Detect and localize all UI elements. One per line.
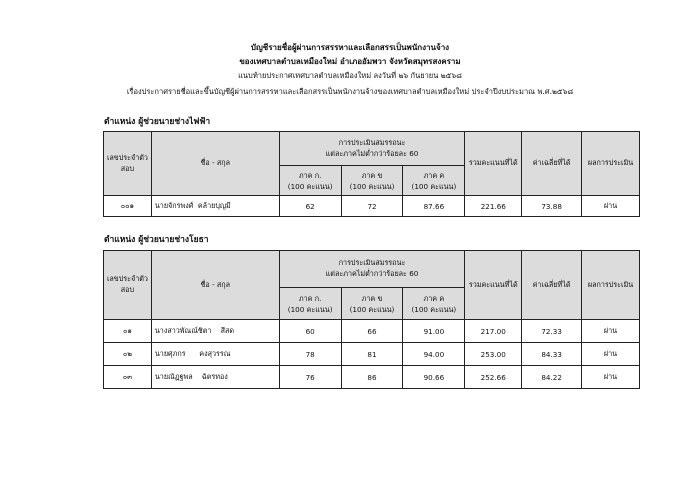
header-part-c: ภาค ค (100 คะแนน) [403,166,465,196]
cell-result: ผ่าน [582,320,640,343]
doc-subject-line: เรื่องประกาศรายชื่อและขึ้นบัญชีผู้ผ่านการสรรหาและเลือกสรรเป็นพนักงานจ้างของเทศบาลตำบลเหมืองใหม่ ประจำปีงบประมาณ พ.ศ.๒๕๖๘ [126,87,574,96]
cell-average: 72.33 [522,320,582,343]
cell-total: 253.00 [465,343,522,366]
cell-name: นางสาวพัณณ์ชิตา สีสด [151,320,279,343]
cell-seat: ๐๑ [104,320,152,343]
cell-name: นายศุภกร คงสุวรรณ [151,343,279,366]
header-result: ผลการประเมิน [582,132,640,196]
doc-attachment-line: แนบท้ายประกาศเทศบาลตำบลเหมืองใหม่ ลงวันที่ ๒๖ กันยายน ๒๕๖๘ [238,71,462,80]
table-row [104,320,640,343]
results-table-civil [103,250,640,389]
cell-part-a: 60 [279,320,341,343]
header-average: ค่าเฉลี่ยที่ได้ [522,132,582,196]
cell-result: ผ่าน [582,196,640,217]
header-seat-number: เลขประจำตัว สอบ [104,251,152,320]
cell-average: 73.88 [522,196,582,217]
cell-part-b: 72 [341,196,403,217]
cell-name: นายจักรพงศ์ คล้ายบุญมี [151,196,279,217]
doc-organization: ของเทศบาลตำบลเหมืองใหม่ อำเภออัมพวา จังหวัดสมุทรสงคราม [239,57,461,66]
header-part-b: ภาค ข (100 คะแนน) [341,288,403,320]
header-part-c: ภาค ค (100 คะแนน) [403,288,465,320]
cell-part-b: 81 [341,343,403,366]
cell-total: 217.00 [465,320,522,343]
cell-seat: ๐๓ [104,366,152,389]
header-total: รวมคะแนนที่ได้ [465,132,522,196]
table-row [104,196,640,217]
header-total: รวมคะแนนที่ได้ [465,251,522,320]
cell-result: ผ่าน [582,366,640,389]
cell-part-c: 90.66 [403,366,465,389]
cell-seat: ๐๐๑ [104,196,152,217]
header-part-b: ภาค ข (100 คะแนน) [341,166,403,196]
cell-total: 252.66 [465,366,522,389]
cell-average: 84.22 [522,366,582,389]
header-name: ชื่อ - สกุล [151,251,279,320]
cell-part-a: 78 [279,343,341,366]
cell-part-a: 62 [279,196,341,217]
header-part-a: ภาค ก. (100 คะแนน) [279,166,341,196]
header-name: ชื่อ - สกุล [151,132,279,196]
cell-part-b: 66 [341,320,403,343]
section-title-civil: ตำแหน่ง ผู้ช่วยนายช่างโยธา [104,235,209,245]
cell-total: 221.66 [465,196,522,217]
header-result: ผลการประเมิน [582,251,640,320]
table-row [104,343,640,366]
cell-seat: ๐๒ [104,343,152,366]
header-evaluation: การประเมินสมรรถนะ แต่ละภาคไม่ต่ำกว่าร้อยละ 60 [279,251,465,288]
table-row [104,366,640,389]
cell-name: นายณัฏฐพล ฉัตรทอง [151,366,279,389]
cell-average: 84.33 [522,343,582,366]
cell-result: ผ่าน [582,343,640,366]
cell-part-b: 86 [341,366,403,389]
header-average: ค่าเฉลี่ยที่ได้ [522,251,582,320]
results-table-electrician [103,131,640,217]
header-part-a: ภาค ก. (100 คะแนน) [279,288,341,320]
cell-part-c: 91.00 [403,320,465,343]
cell-part-a: 76 [279,366,341,389]
section-title-electrician: ตำแหน่ง ผู้ช่วยนายช่างไฟฟ้า [104,117,211,127]
header-evaluation: การประเมินสมรรถนะ แต่ละภาคไม่ต่ำกว่าร้อยละ 60 [279,132,465,166]
header-seat-number: เลขประจำตัว สอบ [104,132,152,196]
cell-part-c: 87.66 [403,196,465,217]
cell-part-c: 94.00 [403,343,465,366]
doc-title: บัญชีรายชื่อผู้ผ่านการสรรหาและเลือกสรรเป็นพนักงานจ้าง [250,43,450,52]
